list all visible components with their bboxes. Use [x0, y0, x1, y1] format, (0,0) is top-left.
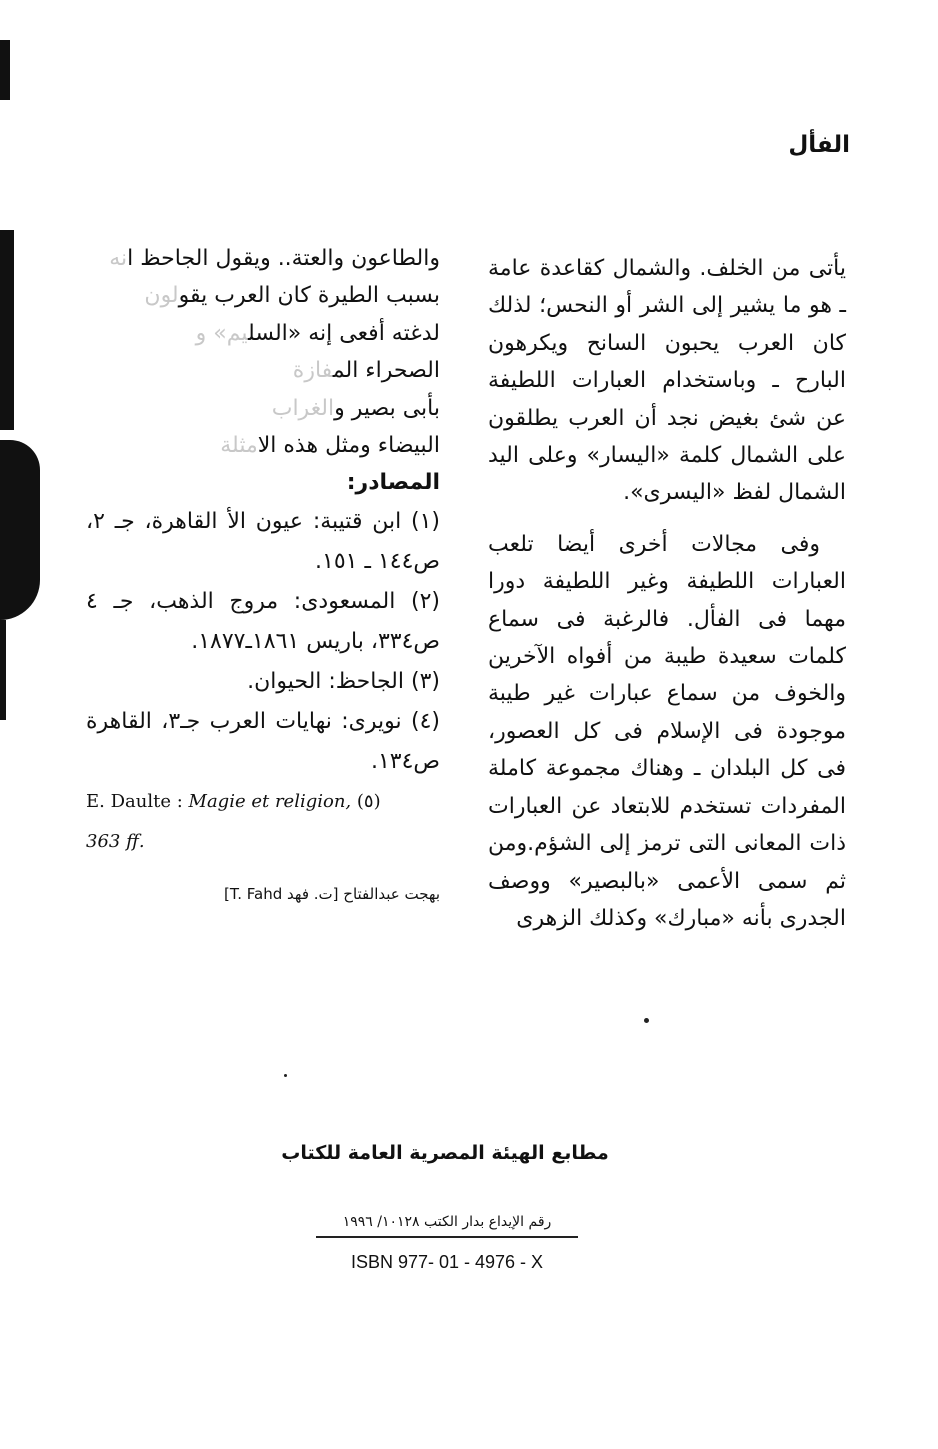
- right-column: [488, 250, 846, 937]
- page-speck: [284, 1074, 287, 1077]
- running-head: الفأل: [788, 132, 850, 158]
- scan-edge-mark: [0, 230, 14, 430]
- left-column: [86, 240, 440, 913]
- sources-heading: المصادر:: [346, 470, 440, 496]
- reference-author: E. Daulte :: [86, 790, 183, 812]
- printer-imprint: مطابع الهيئة المصرية العامة للكتاب: [281, 1142, 609, 1164]
- reference-item: (٢) المسعودى: مروج الذهب، جـ ٤ ص٣٣٤، باريس ١٨٦١ـ١٨٧٧.: [86, 588, 440, 654]
- article-author: بهجت عبدالفتاح [ت. فهد T. Fahd]: [224, 884, 440, 903]
- paragraph: يأتى من الخلف. والشمال كقاعدة عامة ـ هو ما يشير إلى الشر أو النحس؛ لذلك كان العرب يحبون السانح ويكرهون البارح ـ وباستخدام العبارات اللطيفة عن شئ بغيض نجد أن العرب يطلقون على الشمال كلمة «اليسار» وعلى اليد الشمال لفظ «اليسرى».: [488, 256, 846, 506]
- scan-edge-mark: [0, 40, 10, 100]
- scan-edge-mark: [0, 620, 6, 720]
- legal-deposit-number: رقم الإيداع بدار الكتب ١٠١٢٨/ ١٩٩٦: [316, 1214, 578, 1238]
- reference-item: (٤) نويرى: نهايات العرب جـ٣، القاهرة ص١٣٤.: [86, 708, 440, 774]
- text-line: بأبى بصير والغراب: [271, 395, 440, 421]
- text-line: الصحراء المفازة: [292, 358, 440, 384]
- reference-title: Magie et religion,: [188, 790, 352, 812]
- text-line: والطاعون والعتة.. ويقول الجاحظ انه: [109, 246, 440, 271]
- text-line: لدغته أفعى إنه «السليم» و: [195, 320, 440, 346]
- isbn: ISBN 977- 01 - 4976 - X: [350, 1252, 544, 1272]
- page-speck: [644, 1018, 649, 1023]
- paragraph: وفى مجالات أخرى أيضا تلعب العبارات اللطيفة وغير اللطيفة دورا مهما فى الفأل. فالرغبة فى سماع كلمات سعيدة طيبة من أفواه الآخرين والخوف من سماع عبارات غير طيبة موجودة فى الإسلام فى كل العصور، فى كل البلدان ـ وهناك مجموعة كاملة المفردات تستخدم للابتعاد عن العبارات ذات المعانى التى ترمز إلى الشؤم.ومن ثم سمى الأعمى «بالبصير» ووصف الجدرى بأنه «مبارك» وكذلك الزهرى: [488, 531, 846, 931]
- reference-number: (٥): [356, 790, 381, 812]
- reference-item-latin: [86, 782, 440, 862]
- scan-edge-mark: [0, 440, 40, 620]
- text-line: بسبب الطيرة كان العرب يقولون: [144, 283, 440, 309]
- reference-item: (٣) الجاحظ: الحيوان.: [247, 668, 440, 694]
- reference-item: (١) ابن قتيبة: عيون الأ القاهرة، جـ ٢، ص١٤٤ ـ ١٥١.: [86, 508, 440, 574]
- text-line: البيضاء ومثل هذه الامثلة: [220, 433, 440, 459]
- reference-pages: 363 ff.: [86, 830, 145, 852]
